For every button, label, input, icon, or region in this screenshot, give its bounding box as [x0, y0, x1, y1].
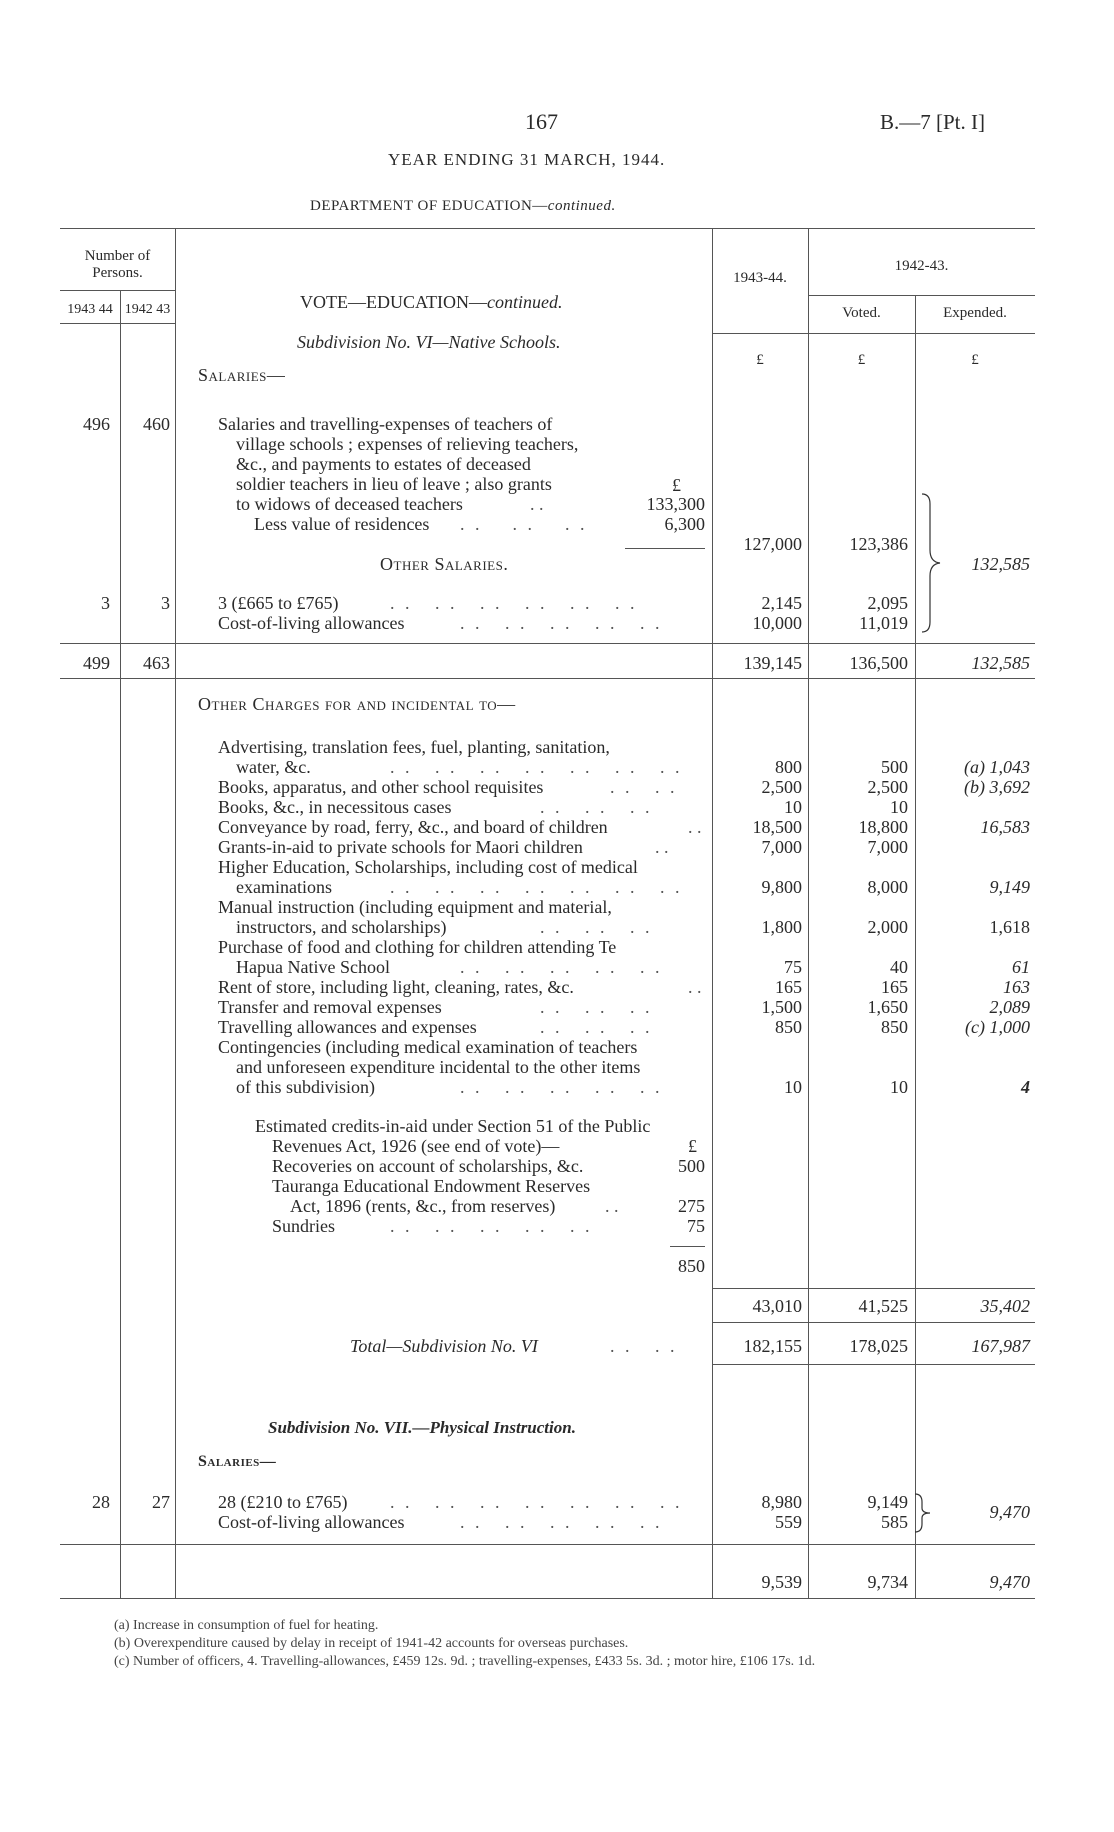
leader-dots: . .: [605, 1196, 619, 1216]
persons-years-rule: [60, 323, 175, 324]
salaries-total-rule: [60, 643, 1035, 644]
teachers-line: to widows of deceased teachers: [236, 494, 463, 514]
salaries-heading: Salaries—: [198, 365, 286, 385]
teachers-line: Less value of residences: [254, 514, 430, 534]
table-bottom-rule: [60, 1598, 1035, 1599]
footnote: (c) Number of officers, 4. Travelling-allowances, £459 12s. 9d. ; travelling-expenses, £433 5s. 3d. ; motor hire, £106 17s. 1d.: [114, 1654, 816, 1669]
item-1943-44: 1,500: [761, 997, 802, 1017]
leader-dots: . . . . . . . . . . . . . .: [390, 1492, 683, 1512]
vote-title: VOTE—EDUCATION—continued.: [300, 292, 563, 312]
physical-salaries-voted: 9,149: [867, 1492, 908, 1512]
voted-expended-rule: [808, 295, 1035, 296]
item-label: Advertising, translation fees, fuel, planting, sanitation,: [218, 737, 610, 757]
credits-item: Tauranga Educational Endowment Reserves: [272, 1176, 591, 1196]
cost-of-living-voted: 585: [881, 1512, 908, 1532]
credits-item: Act, 1896 (rents, &c., from reserves): [290, 1196, 556, 1216]
item-1943-44: 165: [775, 977, 802, 997]
item-label: water, &c.: [236, 757, 311, 777]
persons-heading: Number of Persons.: [84, 248, 151, 281]
teachers-1943-44: 127,000: [743, 534, 802, 554]
item-expended: (b) 3,692: [964, 777, 1030, 797]
item-label: Transfer and removal expenses: [218, 997, 442, 1017]
item-voted: 7,000: [867, 837, 908, 857]
item-1943-44: 18,500: [752, 817, 802, 837]
item-expended: 61: [1012, 957, 1030, 977]
subdivision-total-bottom-rule: [712, 1364, 1035, 1365]
leader-dots: . .: [688, 817, 702, 837]
teachers-voted: 123,386: [849, 534, 908, 554]
cost-of-living-voted: 11,019: [859, 613, 908, 633]
leader-dots: . .: [688, 977, 702, 997]
item-expended: 2,089: [989, 997, 1030, 1017]
persons-header-rule: [60, 290, 175, 291]
physical-total-1943-44: 9,539: [761, 1572, 802, 1592]
subdivision-vi-total-1943-44: 182,155: [743, 1336, 802, 1356]
inner-amount-less: 6,300: [664, 514, 705, 534]
persons-column-rule: [175, 228, 176, 1598]
pound-sign: £: [857, 352, 866, 368]
item-label: examinations: [236, 877, 332, 897]
leader-dots: . . . . . .: [460, 514, 588, 534]
item-voted: 2,500: [867, 777, 908, 797]
item-expended: (a) 1,043: [964, 757, 1030, 777]
series-reference: B.—7 [Pt. I]: [880, 110, 985, 134]
item-expended: 16,583: [980, 817, 1030, 837]
item-expended: (c) 1,000: [965, 1017, 1030, 1037]
inner-amount-gross: 133,300: [646, 494, 705, 514]
leader-dots: . . . . . . . . . . . . . .: [390, 877, 683, 897]
physical-salaries-label: 28 (£210 to £765): [218, 1492, 348, 1512]
cost-of-living-label: Cost-of-living allowances: [218, 613, 405, 633]
item-label: Conveyance by road, ferry, &c., and board of children: [218, 817, 608, 837]
leader-dots: . . . . . . . . . .: [460, 1512, 663, 1532]
footnote: (a) Increase in consumption of fuel for heating.: [114, 1618, 379, 1633]
subdivision-vi-total-label: Total—Subdivision No. VI: [350, 1336, 538, 1356]
other-salaries-label: 3 (£665 to £765): [218, 593, 339, 613]
inner-pound: £: [672, 475, 681, 495]
year-heading: YEAR ENDING 31 MARCH, 1944.: [388, 150, 666, 169]
item-label: Rent of store, including light, cleaning, rates, &c.: [218, 977, 574, 997]
item-label: Books, apparatus, and other school requisites: [218, 777, 544, 797]
item-label: Hapua Native School: [236, 957, 390, 977]
teachers-line: Salaries and travelling-expenses of teachers of: [218, 414, 553, 434]
item-voted: 10: [890, 797, 908, 817]
other-charges-voted: 41,525: [858, 1296, 908, 1316]
other-charges-heading: Other Charges for and incidental to—: [198, 694, 516, 714]
credits-pound: £: [688, 1136, 697, 1156]
salaries-heading: Salaries—: [198, 1453, 277, 1470]
column-voted: Voted.: [842, 305, 881, 321]
credits-rule: [670, 1246, 705, 1247]
item-label: Purchase of food and clothing for children attending Te: [218, 937, 617, 957]
item-label: Contingencies (including medical examination of teachers: [218, 1037, 638, 1057]
other-charges-1943-44: 43,010: [752, 1296, 802, 1316]
salaries-expended: 132,585: [971, 554, 1030, 574]
leader-dots: . .: [530, 494, 544, 514]
year-1942-43-persons: 1942 43: [124, 302, 171, 317]
item-1943-44: 1,800: [761, 917, 802, 937]
item-voted: 8,000: [867, 877, 908, 897]
subdivision-vi-title: Subdivision No. VI—Native Schools.: [297, 332, 561, 352]
column-1942-43: 1942-43.: [894, 258, 949, 274]
item-1943-44: 7,000: [761, 837, 802, 857]
item-expended: 1,618: [989, 917, 1030, 937]
salaries-total-bottom-rule: [60, 678, 1035, 679]
credits-heading: Revenues Act, 1926 (see end of vote)—: [272, 1136, 560, 1156]
item-expended: 9,149: [989, 877, 1030, 897]
table-top-rule: [60, 228, 1035, 229]
item-expended: 4: [1021, 1077, 1030, 1097]
leader-dots: . . . . . . . . . . . . . .: [390, 757, 683, 777]
persons-1942: 27: [152, 1492, 170, 1512]
item-voted: 10: [890, 1077, 908, 1097]
item-voted: 18,800: [858, 817, 908, 837]
item-1943-44: 9,800: [761, 877, 802, 897]
item-label: Higher Education, Scholarships, including cost of medical: [218, 857, 638, 877]
item-label: of this subdivision): [236, 1077, 376, 1097]
persons-total-1942: 463: [143, 653, 170, 673]
persons-1943: 496: [83, 414, 110, 434]
leader-dots: . . . . . . . . . .: [460, 1077, 663, 1097]
leader-dots: . . . . . .: [540, 917, 653, 937]
other-salaries-voted: 2,095: [867, 593, 908, 613]
leader-dots: . . . .: [610, 777, 678, 797]
item-voted: 165: [881, 977, 908, 997]
teachers-line: soldier teachers in lieu of leave ; also grants: [236, 474, 552, 494]
leader-dots: . . . . . . . . . .: [460, 957, 663, 977]
credits-total: 850: [678, 1256, 705, 1276]
credits-value: 275: [678, 1196, 705, 1216]
item-label: Books, &c., in necessitous cases: [218, 797, 452, 817]
credits-item: Sundries: [272, 1216, 335, 1236]
leader-dots: . . . . . . . . . .: [460, 613, 663, 633]
persons-1943: 3: [101, 593, 110, 613]
item-voted: 2,000: [867, 917, 908, 937]
item-expended: 163: [1003, 977, 1030, 997]
amount-column-rule-2: [808, 228, 809, 1598]
leader-dots: . . . . . .: [540, 797, 653, 817]
subdivision-total-rule: [712, 1322, 1035, 1323]
persons-1942: 460: [143, 414, 170, 434]
credits-value: 500: [678, 1156, 705, 1176]
physical-total-voted: 9,734: [867, 1572, 908, 1592]
year-1943-44-persons: 1943 44: [67, 302, 113, 317]
page-number: 167: [525, 109, 558, 134]
other-charges-expended: 35,402: [980, 1296, 1030, 1316]
item-1943-44: 2,500: [761, 777, 802, 797]
amount-column-rule-1: [712, 228, 713, 1598]
persons-1942: 3: [161, 593, 170, 613]
column-expended: Expended.: [943, 305, 1007, 321]
credits-value: 75: [687, 1216, 705, 1236]
item-label: instructors, and scholarships): [236, 917, 447, 937]
item-voted: 1,650: [867, 997, 908, 1017]
physical-expended: 9,470: [989, 1502, 1030, 1522]
item-voted: 850: [881, 1017, 908, 1037]
column-1943-44: 1943-44.: [733, 270, 787, 286]
item-label: Travelling allowances and expenses: [218, 1017, 477, 1037]
item-label: and unforeseen expenditure incidental to the other items: [236, 1057, 641, 1077]
credits-item: Recoveries on account of scholarships, &c.: [272, 1156, 584, 1176]
subdivision-vi-total-expended: 167,987: [971, 1336, 1030, 1356]
teachers-line: &c., and payments to estates of deceased: [236, 454, 531, 474]
other-salaries-heading: Other Salaries.: [380, 554, 509, 574]
teachers-line: village schools ; expenses of relieving teachers,: [236, 434, 579, 454]
item-voted: 40: [890, 957, 908, 977]
persons-total-1943: 499: [83, 653, 110, 673]
salaries-total-1943-44: 139,145: [743, 653, 802, 673]
cost-of-living-label: Cost-of-living allowances: [218, 1512, 405, 1532]
item-1943-44: 10: [784, 797, 802, 817]
department-heading: DEPARTMENT OF EDUCATION—continued.: [310, 198, 616, 214]
item-voted: 500: [881, 757, 908, 777]
credits-heading: Estimated credits-in-aid under Section 51 of the Public: [255, 1116, 651, 1136]
leader-dots: . . . .: [610, 1336, 678, 1356]
persons-1943: 28: [92, 1492, 110, 1512]
physical-total-expended: 9,470: [989, 1572, 1030, 1592]
leader-dots: . . . . . .: [540, 997, 653, 1017]
pound-sign: £: [971, 352, 979, 368]
footnote: (b) Overexpenditure caused by delay in receipt of 1941-42 accounts for overseas purchases.: [114, 1636, 629, 1651]
inner-rule: [625, 548, 705, 549]
other-salaries-1943-44: 2,145: [761, 593, 802, 613]
subdivision-vii-title: Subdivision No. VII.—Physical Instruction.: [268, 1418, 576, 1437]
amount-header-rule: [712, 333, 1035, 334]
pound-sign: £: [756, 352, 764, 368]
item-1943-44: 75: [784, 957, 802, 977]
item-1943-44: 850: [775, 1017, 802, 1037]
item-label: Manual instruction (including equipment and material,: [218, 897, 612, 917]
cost-of-living-1943-44: 10,000: [752, 613, 802, 633]
item-label: Grants-in-aid to private schools for Maori children: [218, 837, 583, 857]
leader-dots: . . . . . . . . . . . .: [390, 593, 638, 613]
subdivision-vi-total-voted: 178,025: [849, 1336, 908, 1356]
item-1943-44: 10: [784, 1077, 802, 1097]
physical-salaries-1943-44: 8,980: [761, 1492, 802, 1512]
salaries-total-expended: 132,585: [971, 653, 1030, 673]
amount-column-rule-3: [915, 295, 916, 1598]
leader-dots: . . . . . .: [540, 1017, 653, 1037]
salaries-total-voted: 136,500: [849, 653, 908, 673]
leader-dots: . . . . . . . . . .: [390, 1216, 593, 1236]
other-charges-rule: [712, 1288, 1035, 1289]
leader-dots: . .: [655, 837, 669, 857]
item-1943-44: 800: [775, 757, 802, 777]
persons-split-rule: [120, 290, 121, 1598]
physical-total-rule: [60, 1544, 1035, 1545]
cost-of-living-1943-44: 559: [775, 1512, 802, 1532]
